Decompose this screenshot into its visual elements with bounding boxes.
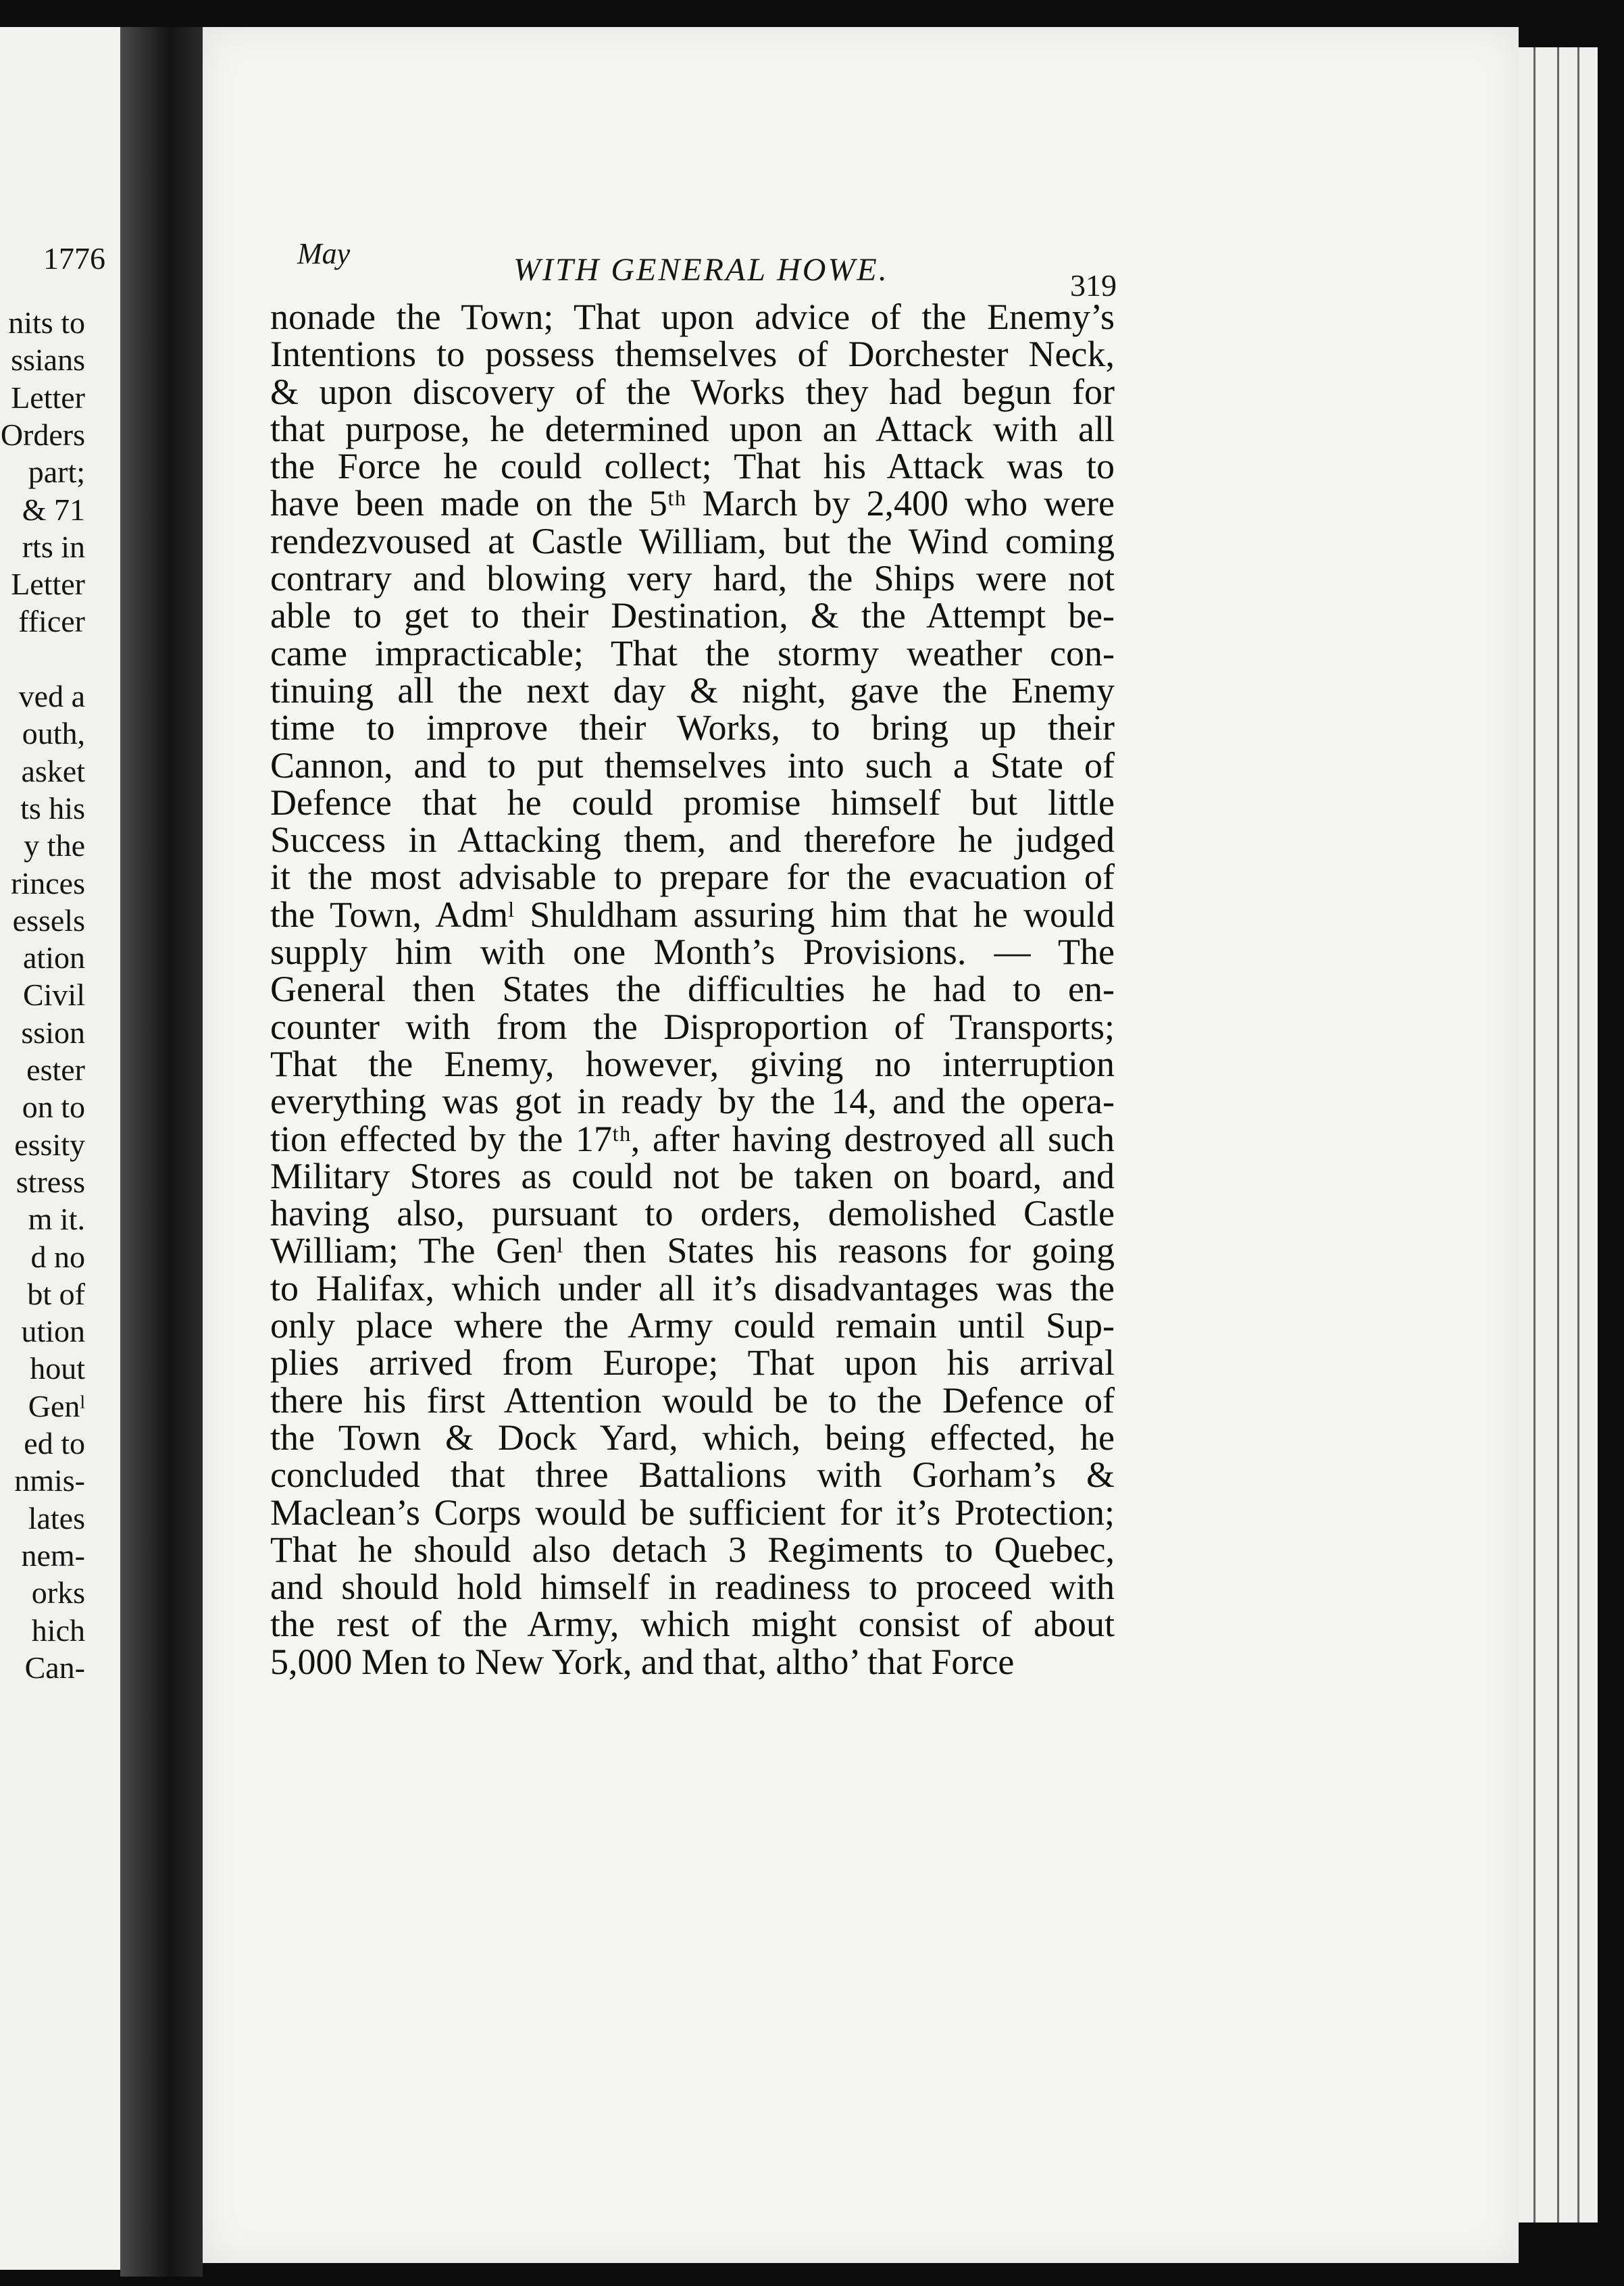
text-line: Cannon, and to put themselves into such a State of xyxy=(270,744,1115,786)
text-line: the Town & Dock Yard, which, being effected, he xyxy=(270,1417,1115,1458)
text-line: William; The Genˡ then States his reasons for going xyxy=(270,1230,1115,1271)
running-title: WITH GENERAL HOWE. xyxy=(513,252,889,288)
left-page-line: ed to xyxy=(24,1426,85,1460)
left-page-line: nmis- xyxy=(14,1463,85,1498)
left-page-line: on to xyxy=(22,1090,85,1125)
text-line: Military Stores as could not be taken on board, and xyxy=(270,1155,1115,1196)
text-line: contrary and blowing very hard, the Ships were not xyxy=(270,558,1115,599)
text-line: time to improve their Works, to bring up their xyxy=(270,707,1115,748)
left-page-line: rinces xyxy=(11,865,85,900)
left-page-line: y the xyxy=(24,828,85,863)
left-page-line: orks xyxy=(31,1575,85,1610)
left-page-line: lates xyxy=(28,1500,85,1535)
text-line: the rest of the Army, which might consist of about xyxy=(270,1604,1115,1645)
text-line: the Town, Admˡ Shuldham assuring him that he would xyxy=(270,894,1115,935)
text-line: supply him with one Month’s Provisions. — The xyxy=(270,932,1115,973)
previous-page xyxy=(0,27,121,2270)
text-line: General then States the difficulties he had to en- xyxy=(270,969,1115,1010)
book-gutter xyxy=(120,27,203,2277)
text-line: able to get to their Destination, & the Attempt be- xyxy=(270,595,1115,636)
text-line: there his first Attention would be to the Defence of xyxy=(270,1379,1115,1421)
text-line: having also, pursuant to orders, demolished Castle xyxy=(270,1193,1115,1234)
left-page-line: Can- xyxy=(24,1650,85,1685)
page-number: 319 xyxy=(1070,268,1117,303)
left-page-line: ved a xyxy=(18,679,85,713)
left-page-line: essels xyxy=(12,903,85,938)
left-page-line: outh, xyxy=(22,716,85,751)
left-page-line: ts his xyxy=(20,790,85,825)
text-line: & upon discovery of the Works they had begun for xyxy=(270,371,1115,412)
text-line: everything was got in ready by the 14, and the opera- xyxy=(270,1081,1115,1122)
left-page-line: nem- xyxy=(21,1538,85,1573)
text-line: only place where the Army could remain until Sup- xyxy=(270,1305,1115,1346)
left-page-line: nits to xyxy=(8,305,85,340)
text-line: Success in Attacking them, and therefore he judged xyxy=(270,819,1115,861)
left-page-line: ution xyxy=(21,1314,85,1349)
text-line: concluded that three Battalions with Gorham’s & xyxy=(270,1454,1115,1496)
left-page-line: Letter xyxy=(11,380,85,415)
left-page-line: ssion xyxy=(21,1015,85,1050)
text-line: have been made on the 5ᵗʰ March by 2,400 who were xyxy=(270,483,1115,524)
text-line: Intentions to possess themselves of Dorchester Neck, xyxy=(270,334,1115,375)
left-page-line: Civil xyxy=(22,977,85,1013)
left-page-line: fficer xyxy=(18,604,85,639)
text-line: plies arrived from Europe; That upon his arrival xyxy=(270,1342,1115,1383)
text-line: and should hold himself in readiness to proceed with xyxy=(270,1567,1115,1608)
text-line: it the most advisable to prepare for the evacuation of xyxy=(270,857,1115,898)
text-line: That the Enemy, however, giving no interruption xyxy=(270,1043,1115,1084)
left-page-line: Letter xyxy=(11,567,85,602)
left-page-line: ester xyxy=(26,1052,85,1087)
text-line: the Force he could collect; That his Attack was to xyxy=(270,446,1115,487)
text-line: counter with from the Disproportion of Transports; xyxy=(270,1006,1115,1047)
text-line: that purpose, he determined upon an Attack with all xyxy=(270,408,1115,449)
text-line: rendezvoused at Castle William, but the Wind coming xyxy=(270,520,1115,561)
left-page-line: ation xyxy=(23,940,85,975)
left-page-line: bt of xyxy=(27,1276,85,1311)
left-page-line: rts in xyxy=(22,529,85,564)
text-line: tion effected by the 17ᵗʰ, after having destroyed all such xyxy=(270,1118,1115,1159)
left-page-line: ssians xyxy=(11,342,85,378)
left-page-line: Orders xyxy=(0,417,85,452)
text-line: came impracticable; That the stormy weather con- xyxy=(270,632,1115,674)
left-page-line: hich xyxy=(31,1612,85,1648)
text-line: 5,000 Men to New York, and that, altho’ that Force xyxy=(270,1641,1015,1682)
text-line: That he should also detach 3 Regiments to Quebec, xyxy=(270,1529,1115,1570)
left-page-line: m it. xyxy=(28,1202,85,1237)
left-page-line: essity xyxy=(14,1127,85,1162)
left-page-line: stress xyxy=(16,1164,85,1199)
body-text xyxy=(270,299,1115,1681)
left-page-line: d no xyxy=(30,1239,85,1274)
left-page-line: Genˡ xyxy=(28,1388,85,1423)
text-line: Defence that he could promise himself but little xyxy=(270,782,1115,823)
left-page-line: hout xyxy=(30,1351,85,1386)
left-page-line: part; xyxy=(28,455,85,490)
text-line: tinuing all the next day & night, gave the Enemy xyxy=(270,669,1115,711)
running-head-month: May xyxy=(297,237,351,270)
left-page-line: & 71 xyxy=(22,492,85,527)
left-page-year: 1776 xyxy=(43,241,105,276)
text-line: nonade the Town; That upon advice of the Enemy’s xyxy=(270,297,1115,337)
left-page-line: asket xyxy=(21,753,85,788)
text-line: Maclean’s Corps would be sufficient for it’s Protection; xyxy=(270,1492,1115,1533)
text-line: to Halifax, which under all it’s disadvantages was the xyxy=(270,1267,1115,1309)
